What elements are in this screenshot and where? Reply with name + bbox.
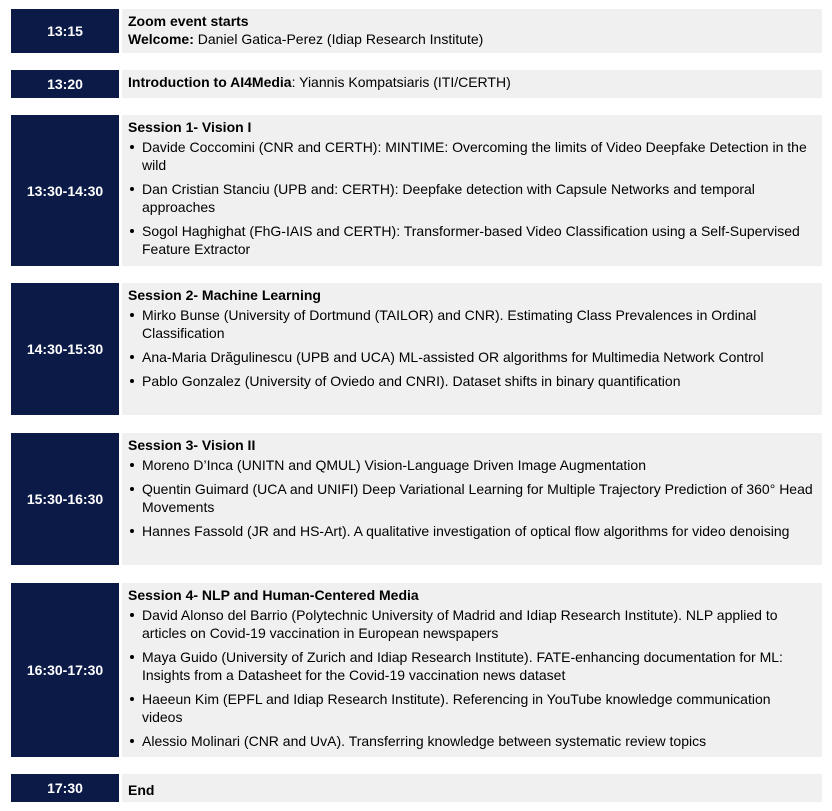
session-title: Session 1- Vision I (128, 119, 252, 135)
talk-item: Sogol Haghighat (FhG-IAIS and CERTH): Transformer-based Video Classification using a Self-Supervised Feature Extractor (128, 222, 814, 258)
talk-item: Mirko Bunse (University of Dortmund (TAILOR) and CNR). Estimating Class Prevalences in Ordinal Classification (128, 306, 814, 342)
talk-item: Pablo Gonzalez (University of Oviedo and CNRI). Dataset shifts in binary quantification (128, 372, 814, 390)
row-content (122, 115, 822, 266)
time-slot: 17:30 (11, 774, 119, 802)
row-content (122, 9, 822, 53)
agenda-row-session-1 (11, 115, 822, 266)
agenda-row-opening (11, 9, 822, 53)
talk-item: Davide Coccomini (CNR and CERTH): MINTIME: Overcoming the limits of Video Deepfake Detection in the wild (128, 138, 814, 174)
talk-item: Hannes Fassold (JR and HS-Art). A qualitative investigation of optical flow algorithms for video denoising (128, 522, 814, 540)
talk-item: Maya Guido (University of Zurich and Idiap Research Institute). FATE-enhancing documentation for ML: Insights from a Datasheet for the Covid-19 vaccination news dataset (128, 648, 814, 684)
agenda-row-end (11, 774, 822, 802)
row-content (122, 774, 822, 802)
intro-text: : Yiannis Kompatsiaris (ITI/CERTH) (291, 74, 511, 90)
agenda-row-intro (11, 70, 822, 98)
welcome-text: Daniel Gatica-Perez (Idiap Research Institute) (193, 31, 484, 47)
time-slot: 13:30-14:30 (11, 115, 119, 266)
welcome-line (128, 30, 814, 48)
welcome-label: Welcome: (128, 31, 194, 47)
talk-list (128, 456, 814, 540)
talk-item: Alessio Molinari (CNR and UvA). Transferring knowledge between systematic review topics (128, 732, 814, 750)
row-title: End (128, 782, 155, 798)
talk-list (128, 306, 814, 390)
session-title: Session 3- Vision II (128, 437, 256, 453)
intro-label: Introduction to AI4Media (128, 74, 292, 90)
talk-list (128, 606, 814, 750)
session-title: Session 2- Machine Learning (128, 287, 321, 303)
talk-item: Quentin Guimard (UCA and UNIFI) Deep Variational Learning for Multiple Trajectory Prediction of 360° Head Movements (128, 480, 814, 516)
talk-item: Haeeun Kim (EPFL and Idiap Research Institute). Referencing in YouTube knowledge communication videos (128, 690, 814, 726)
time-slot: 14:30-15:30 (11, 283, 119, 415)
row-content (122, 583, 822, 757)
agenda-row-session-4 (11, 583, 822, 757)
agenda-row-session-3 (11, 433, 822, 565)
talk-item: Dan Cristian Stanciu (UPB and: CERTH): Deepfake detection with Capsule Networks and temporal approaches (128, 180, 814, 216)
row-content (122, 283, 822, 415)
row-title: Zoom event starts (128, 13, 249, 29)
talk-list (128, 138, 814, 258)
talk-item: Ana-Maria Drăgulinescu (UPB and UCA) ML-assisted OR algorithms for Multimedia Network Control (128, 348, 814, 366)
time-slot: 13:20 (11, 70, 119, 98)
session-title: Session 4- NLP and Human-Centered Media (128, 587, 419, 603)
intro-line (128, 73, 814, 91)
talk-item: Moreno D’Inca (UNITN and QMUL) Vision-Language Driven Image Augmentation (128, 456, 814, 474)
time-slot: 16:30-17:30 (11, 583, 119, 757)
talk-item: David Alonso del Barrio (Polytechnic University of Madrid and Idiap Research Institute). NLP applied to articles on Covid-19 vaccination in European newspapers (128, 606, 814, 642)
row-content (122, 433, 822, 565)
time-slot: 13:15 (11, 9, 119, 53)
agenda-row-session-2 (11, 283, 822, 415)
time-slot: 15:30-16:30 (11, 433, 119, 565)
row-content (122, 70, 822, 98)
